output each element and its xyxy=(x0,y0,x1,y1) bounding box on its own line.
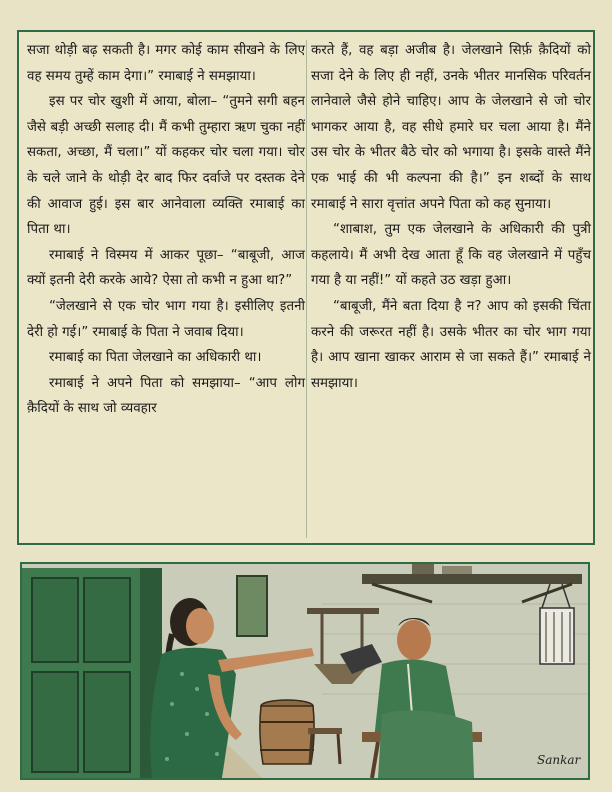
paragraph: सजा थोड़ी बढ़ सकती है। मगर कोई काम सीखने के लिए वह समय तुम्हें काम देगा।” रमाबाई ने समझाया। xyxy=(27,43,305,84)
paragraph: रमाबाई ने विस्मय में आकर पूछा– “बाबूजी, आज क्यों इतनी देरी करके आये? ऐसा तो कभी न हुआ था?” xyxy=(27,247,305,289)
column-divider xyxy=(306,40,307,538)
story-text-frame xyxy=(17,30,595,545)
left-text-column xyxy=(27,38,305,422)
illustration-scene xyxy=(22,564,588,778)
paragraph: “शाबाश, तुम एक जेलखाने के अधिकारी की पुत्री कहलाये। मैं अभी देख आता हूँ कि वह जेलखाने में पहुँच गया है या नहीं!” यों कहते उठ खड़ा हुआ। xyxy=(311,222,591,289)
right-text-column xyxy=(311,38,591,396)
paragraph: इस पर चोर खुशी में आया, बोला– “तुमने सगी बहन जैसे बड़ी अच्छी सलाह दी। मैं कभी तुम्हारा ऋण चुका नहीं सकता, अच्छा, मैं चला।” यों कहकर चोर चला गया। चोर के चले जाने के थोड़ी देर बाद फिर दर्वाजे पर दस्तक देने की आवाज हुई। इस बार आनेवाला व्यक्ति रमाबाई का पिता था। xyxy=(27,94,305,238)
paragraph: “बाबूजी, मैंने बता दिया है न? आप को इसकी चिंता करने की जरूरत नहीं है। उसके भीतर का चोर भाग गया है। आप खाना खाकर आराम से जा सकते हैं।” रमाबाई ने समझाया। xyxy=(311,298,591,391)
paragraph: करते हैं, वह बड़ा अजीब है। जेलखाने सिर्फ़ क़ैदियों को सजा देने के लिए ही नहीं, उनके भीतर मानसिक परिवर्तन लानेवाले जैसे होने चाहिए। आप के जेलखाने से जो चोर भागकर आया है, वह सीधे हमारे घर चला आया है। मैंने उस चोर के भीतर बैठे चोर को भगाया है। इसके वास्ते मैंने एक भाई की भी कल्पना की है।” इन शब्दों के साथ रमाबाई ने सारा वृत्तांत अपने पिता को कह सुनाया। xyxy=(311,43,591,212)
artist-signature: Sankar xyxy=(537,753,581,767)
door xyxy=(22,568,162,778)
paragraph: “जेलखाने से एक चोर भाग गया है। इसीलिए इतनी देरी हो गई।” रमाबाई के पिता ने जवाब दिया। xyxy=(27,298,305,340)
story-illustration xyxy=(20,562,590,780)
paragraph: रमाबाई का पिता जेलखाने का अधिकारी था। xyxy=(49,350,262,366)
wall-picture xyxy=(237,576,267,636)
paragraph: रमाबाई ने अपने पिता को समझाया– “आप लोग क़ैदियों के साथ जो व्यवहार xyxy=(27,375,305,417)
barrel xyxy=(260,700,314,764)
